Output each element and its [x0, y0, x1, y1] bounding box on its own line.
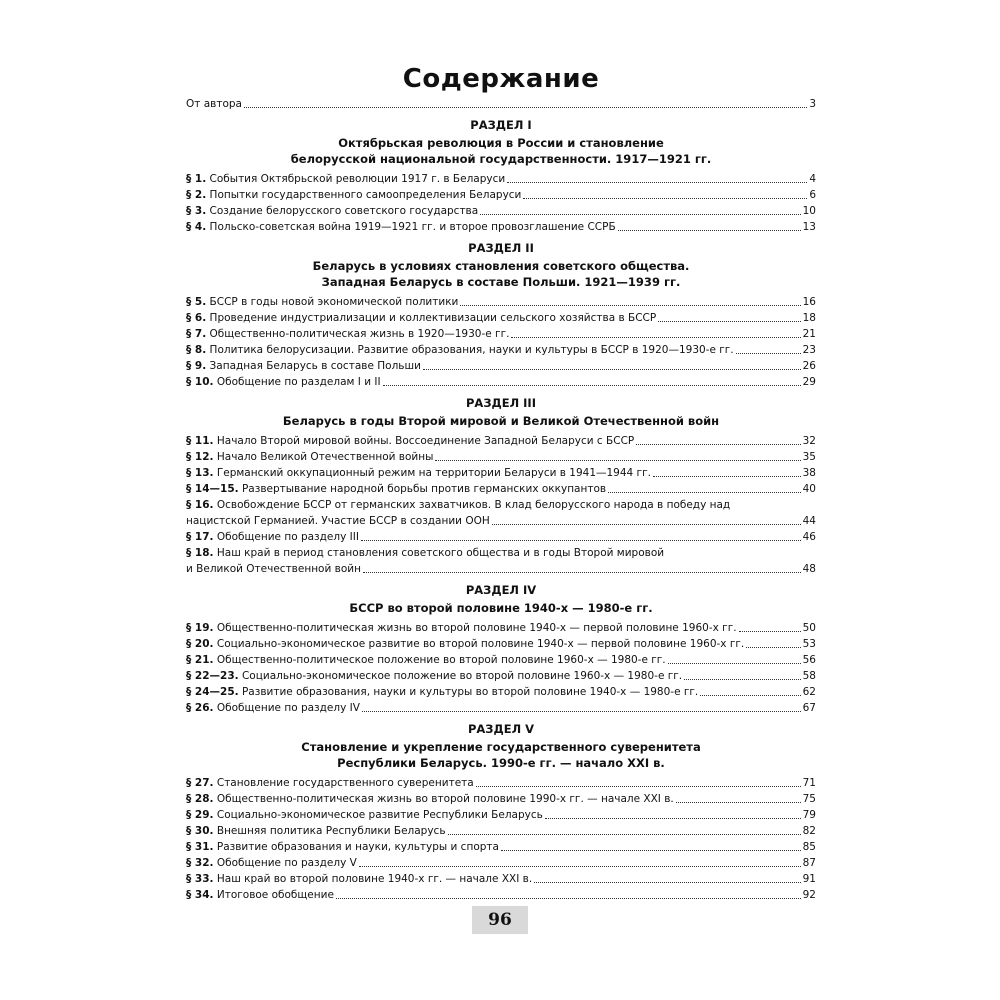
- toc-entry-page: 21: [802, 328, 816, 340]
- dot-leader: [653, 476, 801, 477]
- toc-entry-number: § 13.: [186, 467, 214, 479]
- dot-leader: [618, 230, 801, 231]
- dot-leader: [636, 444, 800, 445]
- toc-entry-number: § 32.: [186, 857, 214, 869]
- toc-entry-page: 75: [802, 793, 816, 805]
- toc-entry[interactable]: [186, 481, 816, 497]
- dot-leader: [746, 647, 800, 648]
- toc-entry-label: [186, 636, 744, 652]
- toc-entry-text: Германский оккупационный режим на территории Беларуси в 1941—1944 гг.: [216, 467, 651, 479]
- toc-entry[interactable]: [186, 668, 816, 684]
- toc-entry-text: Социально-экономическое развитие во второй половине 1940-х — первой половине 1960-х гг.: [216, 638, 745, 650]
- toc-entry-label: [186, 203, 478, 219]
- toc-entry-label: [186, 374, 381, 390]
- toc-entry-label: [186, 668, 682, 684]
- dot-leader: [361, 540, 801, 541]
- toc-entry-page: 91: [802, 873, 816, 885]
- toc-entry-label: [186, 700, 360, 716]
- toc-entry-number: § 16.: [186, 499, 214, 511]
- toc-entry-label: [186, 791, 674, 807]
- toc-entry-text: Освобождение БССР от германских захватчиков. В клад белорусского народа в победу над: [216, 499, 731, 511]
- dot-leader: [423, 369, 801, 370]
- toc-entry-label: [186, 620, 737, 636]
- toc-entry-number: § 2.: [186, 189, 207, 201]
- section-title-line: Западная Беларусь в составе Польши. 1921—1939 гг.: [321, 275, 681, 289]
- toc-entry-label: [186, 855, 357, 871]
- toc-entry-label: [186, 887, 334, 903]
- dot-leader: [480, 214, 800, 215]
- dot-leader: [511, 337, 800, 338]
- toc-entry[interactable]: [186, 652, 816, 668]
- toc-entry-text: Развертывание народной борьбы против германских оккупантов: [241, 483, 607, 495]
- section-title-line: Октябрьская революция в России и становление: [338, 136, 664, 150]
- toc-entry-page: 23: [802, 344, 816, 356]
- toc-entry-number: § 12.: [186, 451, 214, 463]
- toc-entry[interactable]: [186, 791, 816, 807]
- toc-entry-page: 32: [802, 435, 816, 447]
- toc-entry-number: § 24—25.: [186, 686, 239, 698]
- toc-entry-text: Итоговое обобщение: [216, 889, 334, 901]
- toc-entry-text: Обобщение по разделам I и II: [216, 376, 381, 388]
- toc-entry-label: [186, 294, 458, 310]
- dot-leader: [608, 492, 801, 493]
- dot-leader: [545, 818, 801, 819]
- toc-entry[interactable]: [186, 839, 816, 855]
- toc-entry-number: § 8.: [186, 344, 207, 356]
- toc-entry-text: Внешняя политика Республики Беларусь: [216, 825, 446, 837]
- toc-entry-label: [186, 481, 606, 497]
- dot-leader: [534, 882, 800, 883]
- toc-entry[interactable]: [186, 342, 816, 358]
- toc-entry[interactable]: [186, 620, 816, 636]
- toc-entry-number: § 5.: [186, 296, 207, 308]
- toc-entry[interactable]: [186, 449, 816, 465]
- toc-entry-text: Общественно-политическая жизнь во второй половине 1940-х — первой половине 1960-х гг.: [216, 622, 737, 634]
- dot-leader: [668, 663, 801, 664]
- toc-entry[interactable]: [186, 497, 816, 529]
- toc-entry-number: § 4.: [186, 221, 207, 233]
- toc-entry-text: Наш край в период становления советского общества и в годы Второй мировой: [216, 547, 665, 559]
- toc-entry-number: § 26.: [186, 702, 214, 714]
- toc-entry-page: 38: [802, 467, 816, 479]
- section-title: [186, 413, 816, 429]
- section-label: РАЗДЕЛ V: [467, 722, 535, 736]
- toc-entry-text: Социально-экономическое положение во второй половине 1960-х — 1980-е гг.: [241, 670, 683, 682]
- toc-entry-text: Общественно-политическая жизнь во второй половине 1990-х гг. — начале XXI в.: [216, 793, 674, 805]
- toc-entry-text: Начало Второй мировой войны. Воссоединение Западной Беларуси с БССР: [216, 435, 635, 447]
- toc-entry[interactable]: [186, 358, 816, 374]
- toc-entry-label: [186, 358, 421, 374]
- sections-container: [186, 117, 816, 903]
- toc-entry-page: 82: [802, 825, 816, 837]
- section-title-line: БССР во второй половине 1940-х — 1980-е гг.: [349, 601, 653, 615]
- toc-entry[interactable]: [186, 326, 816, 342]
- toc-entry[interactable]: [186, 684, 816, 700]
- toc-entry-label: [186, 684, 698, 700]
- toc-entry-page: 6: [809, 189, 816, 201]
- toc-entry-text: Проведение индустриализации и коллективизации сельского хозяйства в БССР: [209, 312, 657, 324]
- dot-leader: [460, 305, 800, 306]
- toc-entry-page: 87: [802, 857, 816, 869]
- dot-leader: [448, 834, 801, 835]
- toc-entry-text: События Октябрьской революции 1917 г. в Беларуси: [209, 173, 506, 185]
- toc-entry[interactable]: [186, 433, 816, 449]
- toc-entry-page: 58: [802, 670, 816, 682]
- toc-entry-intro[interactable]: [186, 96, 816, 112]
- toc-entry-text-cont: нацистской Германией. Участие БССР в создании ООН: [186, 515, 490, 527]
- toc-entry-text: Политика белорусизации. Развитие образования, науки и культуры в БССР в 1920—1930-е гг.: [209, 344, 734, 356]
- dot-leader: [492, 524, 801, 525]
- dot-leader: [359, 866, 801, 867]
- toc-entry-label: [186, 187, 521, 203]
- toc-entry-text: Обобщение по разделу IV: [216, 702, 360, 714]
- toc-entry-text: Развитие образования и науки, культуры и спорта: [216, 841, 499, 853]
- toc-entry-page: 85: [802, 841, 816, 853]
- dot-leader: [736, 353, 801, 354]
- toc-entry-line: [186, 497, 816, 513]
- toc-entry-number: § 18.: [186, 547, 214, 559]
- toc-entry-page: 56: [802, 654, 816, 666]
- section-label: РАЗДЕЛ II: [468, 241, 534, 255]
- dot-leader: [476, 786, 801, 787]
- toc-entry[interactable]: [186, 545, 816, 577]
- toc-entry-label: [186, 871, 532, 887]
- toc-entry-text: Общественно-политическая жизнь в 1920—1930-е гг.: [209, 328, 510, 340]
- toc-entry-number: § 31.: [186, 841, 214, 853]
- toc-entry-number: § 33.: [186, 873, 214, 885]
- dot-leader: [244, 107, 807, 108]
- dot-leader: [700, 695, 800, 696]
- toc-entry-page: 40: [802, 483, 816, 495]
- toc-entry-page: 18: [802, 312, 816, 324]
- toc-entry-page: 26: [802, 360, 816, 372]
- dot-leader: [501, 850, 801, 851]
- toc-entry-number: § 19.: [186, 622, 214, 634]
- toc-entry[interactable]: [186, 636, 816, 652]
- toc-entry-text: От автора: [186, 98, 242, 110]
- page-number: 96: [472, 906, 528, 934]
- toc-entry-number: § 3.: [186, 205, 207, 217]
- toc-entry-text: БССР в годы новой экономической политики: [209, 296, 459, 308]
- toc-entry-number: § 9.: [186, 360, 207, 372]
- toc-entry[interactable]: [186, 700, 816, 716]
- section-title: [186, 600, 816, 616]
- section-title-line: Становление и укрепление государственного суверенитета: [301, 740, 701, 754]
- toc-entry-page: 50: [802, 622, 816, 634]
- toc-entry-number: § 30.: [186, 825, 214, 837]
- toc-entry-page: 4: [809, 173, 816, 185]
- toc-entry-number: § 10.: [186, 376, 214, 388]
- section-title: [186, 135, 816, 167]
- toc-entry-number: § 22—23.: [186, 670, 239, 682]
- toc-entry-page: 79: [802, 809, 816, 821]
- toc-entry-number: § 28.: [186, 793, 214, 805]
- toc-entry-label: [186, 219, 616, 235]
- toc-entry-page: 13: [802, 221, 816, 233]
- dot-leader: [383, 385, 801, 386]
- toc-entry-text: Обобщение по разделу III: [216, 531, 359, 543]
- dot-leader: [435, 460, 800, 461]
- toc-entry-page: 62: [802, 686, 816, 698]
- dot-leader: [684, 679, 801, 680]
- toc-entry[interactable]: [186, 219, 816, 235]
- toc-entry[interactable]: [186, 187, 816, 203]
- toc-entry-page: 10: [802, 205, 816, 217]
- toc-entry-continuation: [186, 513, 816, 529]
- toc-entry[interactable]: [186, 171, 816, 187]
- toc-entry-page: 3: [809, 98, 816, 110]
- toc-entry-text: Польско-советская война 1919—1921 гг. и второе провозглашение ССРБ: [209, 221, 616, 233]
- table-of-contents: [186, 62, 816, 903]
- toc-entry-number: § 27.: [186, 777, 214, 789]
- section-title-line: белорусской национальной государственности. 1917—1921 гг.: [290, 152, 712, 166]
- toc-entry-page: 46: [802, 531, 816, 543]
- toc-entry[interactable]: [186, 294, 816, 310]
- toc-entry-text: Обобщение по разделу V: [216, 857, 357, 869]
- dot-leader: [676, 802, 801, 803]
- toc-entry-label: [186, 775, 474, 791]
- toc-entry-label: [186, 449, 433, 465]
- toc-entry[interactable]: [186, 871, 816, 887]
- section-label: РАЗДЕЛ I: [470, 118, 532, 132]
- page-title: Содержание: [402, 64, 600, 94]
- toc-entry-label: [186, 342, 734, 358]
- section-label: РАЗДЕЛ IV: [465, 583, 537, 597]
- toc-entry-number: § 1.: [186, 173, 207, 185]
- toc-entry-page: 48: [802, 563, 816, 575]
- toc-entry[interactable]: [186, 203, 816, 219]
- toc-entry-text: Социально-экономическое развитие Республики Беларусь: [216, 809, 543, 821]
- toc-entry-number: § 7.: [186, 328, 207, 340]
- toc-entry[interactable]: [186, 374, 816, 390]
- toc-entry-page: 35: [802, 451, 816, 463]
- toc-entry[interactable]: [186, 465, 816, 481]
- toc-entry[interactable]: [186, 807, 816, 823]
- toc-entry-number: § 11.: [186, 435, 214, 447]
- toc-entry-page: 16: [802, 296, 816, 308]
- dot-leader: [507, 182, 807, 183]
- toc-entry-label: [186, 823, 446, 839]
- toc-entry-text: Создание белорусского советского государства: [209, 205, 479, 217]
- dot-leader: [363, 572, 801, 573]
- toc-entry-text: Становление государственного суверенитета: [216, 777, 474, 789]
- toc-entry-label: [186, 433, 634, 449]
- toc-entry-number: § 21.: [186, 654, 214, 666]
- dot-leader: [336, 898, 801, 899]
- toc-entry-text: Попытки государственного самоопределения Беларуси: [209, 189, 522, 201]
- toc-entry-label: [186, 465, 651, 481]
- toc-entry-continuation: [186, 561, 816, 577]
- toc-entry-label: [186, 652, 666, 668]
- toc-entry[interactable]: [186, 855, 816, 871]
- toc-entry-label: [186, 807, 543, 823]
- toc-entry-page: 67: [802, 702, 816, 714]
- toc-entry-text: Западная Беларусь в составе Польши: [209, 360, 421, 372]
- toc-entry[interactable]: [186, 823, 816, 839]
- section-title-line: Беларусь в годы Второй мировой и Великой Отечественной войн: [282, 414, 720, 428]
- toc-entry-page: 92: [802, 889, 816, 901]
- dot-leader: [362, 711, 801, 712]
- section-title-line: Республики Беларусь. 1990-е гг. — начало XXI в.: [337, 756, 665, 770]
- toc-entry-label: [186, 310, 656, 326]
- toc-entry-number: § 34.: [186, 889, 214, 901]
- toc-entry-number: § 29.: [186, 809, 214, 821]
- toc-entry-page: 53: [802, 638, 816, 650]
- toc-entry-text: Начало Великой Отечественной войны: [216, 451, 434, 463]
- toc-entry[interactable]: [186, 887, 816, 903]
- section-title-line: Беларусь в условиях становления советского общества.: [312, 259, 690, 273]
- toc-entry-number: § 6.: [186, 312, 207, 324]
- toc-entry-line: [186, 545, 816, 561]
- dot-leader: [658, 321, 800, 322]
- toc-entry-label: [186, 171, 505, 187]
- toc-entry-page: 29: [802, 376, 816, 388]
- toc-entry-text: Наш край во второй половине 1940-х гг. — начале XXI в.: [216, 873, 533, 885]
- section-label: РАЗДЕЛ III: [466, 396, 536, 410]
- toc-entry-text: Развитие образования, науки и культуры во второй половине 1940-х — 1980-е гг.: [241, 686, 699, 698]
- toc-entry-number: § 17.: [186, 531, 214, 543]
- toc-entry[interactable]: [186, 529, 816, 545]
- dot-leader: [739, 631, 801, 632]
- toc-entry-page: 71: [802, 777, 816, 789]
- toc-entry[interactable]: [186, 310, 816, 326]
- toc-entry-number: § 20.: [186, 638, 214, 650]
- toc-entry-text-cont: и Великой Отечественной войн: [186, 563, 361, 575]
- section-title: [186, 739, 816, 771]
- toc-entry-page: 44: [802, 515, 816, 527]
- toc-entry-text: Общественно-политическое положение во второй половине 1960-х — 1980-е гг.: [216, 654, 666, 666]
- toc-entry[interactable]: [186, 775, 816, 791]
- section-title: [186, 258, 816, 290]
- toc-entry-number: § 14—15.: [186, 483, 239, 495]
- toc-entry-label: [186, 529, 359, 545]
- toc-entry-label: [186, 839, 499, 855]
- dot-leader: [523, 198, 807, 199]
- toc-entry-label: [186, 326, 509, 342]
